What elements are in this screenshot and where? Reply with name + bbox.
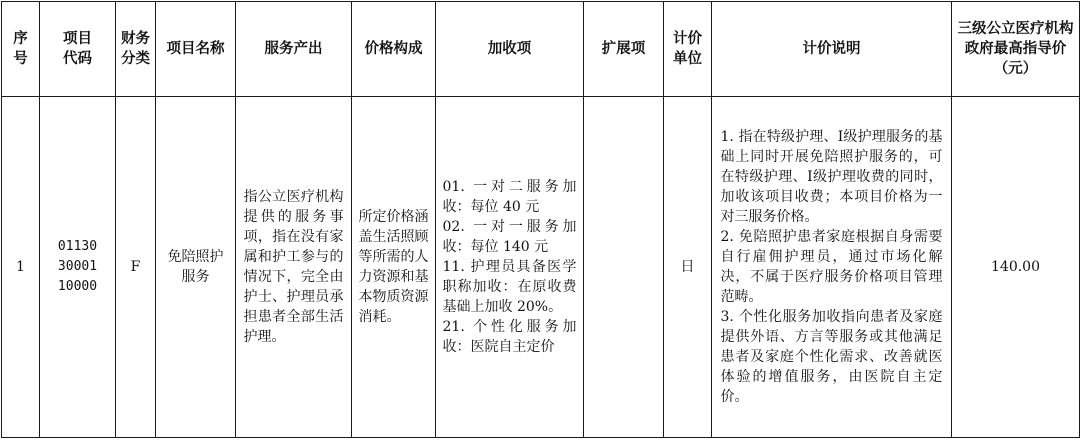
note-item: 1. 指在特级护理、Ⅰ级护理服务的基础上同时开展免陪照护服务的，可在特级护理、Ⅰ级护理收费的同时，加收该项目收费；本项目价格为一对三服务价格。 (720, 129, 943, 225)
addon-list (443, 177, 577, 357)
header-expand-text: 扩展项 (601, 41, 646, 57)
cell-addon (436, 97, 584, 438)
note-item: 3. 个性化服务加收指向患者及家庭提供外语、方言等服务或其他满足患者及家庭个性化需求、改善就医体验的增值服务，由医院自主定价。 (720, 309, 943, 405)
cell-unit (664, 97, 712, 438)
cell-seq (2, 97, 40, 438)
cell-expand (584, 97, 664, 438)
cell-max-price-text: 140.00 (991, 259, 1040, 275)
header-finance (116, 2, 156, 97)
cell-price-comp-text: 所定价格涵盖生活照顾等所需的人力资源和基本物质资源消耗。 (358, 209, 429, 325)
cell-output (236, 97, 352, 438)
header-max-price-text: 三级公立医疗机构政府最高指导价（元） (957, 21, 1074, 77)
header-note-text: 计价说明 (802, 41, 861, 57)
header-expand (584, 2, 664, 97)
addon-item: 02. 一对一服务加收：每位 140 元 (442, 219, 577, 255)
note-list (721, 127, 943, 407)
header-code-text: 项目代码 (63, 31, 92, 67)
addon-item: 01. 一对二服务加收：每位 40 元 (442, 179, 577, 215)
header-unit-text: 计价单位 (673, 31, 702, 67)
header-addon-text: 加收项 (487, 41, 532, 57)
header-seq (2, 2, 40, 97)
cell-name-text: 免陪照护服务 (167, 249, 224, 285)
header-finance-text: 财务分类 (121, 31, 150, 67)
cell-unit-text: 日 (680, 259, 695, 275)
header-name (156, 2, 236, 97)
header-output (236, 2, 352, 97)
cell-code-text: 011303000110000 (57, 239, 98, 294)
header-price-comp-text: 价格构成 (364, 41, 423, 57)
addon-item: 11. 护理员具备医学职称加收：在原收费基础上加收 20%。 (442, 259, 577, 315)
header-output-text: 服务产出 (264, 41, 323, 57)
header-price-comp (352, 2, 436, 97)
header-code (40, 2, 116, 97)
header-name-text: 项目名称 (166, 41, 225, 57)
header-note (712, 2, 952, 97)
header-unit (664, 2, 712, 97)
table-row (2, 97, 1080, 438)
cell-output-text: 指公立医疗机构提供的服务事项，指在没有家属和护工参与的情况下，完全由护士、护理员承担患者全部生活护理。 (243, 189, 344, 345)
cell-max-price (952, 97, 1080, 438)
cell-code (40, 97, 116, 438)
note-item: 2. 免陪照护患者家庭根据自身需要自行雇佣护理员，通过市场化解决，不属于医疗服务价格项目管理范畴。 (720, 229, 943, 305)
price-table (1, 1, 1080, 438)
cell-price-comp (352, 97, 436, 438)
header-addon (436, 2, 584, 97)
cell-seq-text: 1 (16, 259, 25, 275)
header-seq-text: 序号 (13, 31, 28, 67)
header-max-price (952, 2, 1080, 97)
cell-finance (116, 97, 156, 438)
cell-name (156, 97, 236, 438)
cell-finance-text: F (130, 259, 141, 275)
header-row (2, 2, 1080, 97)
addon-item: 21. 个性化服务加收：医院自主定价 (442, 319, 577, 355)
cell-note (712, 97, 952, 438)
